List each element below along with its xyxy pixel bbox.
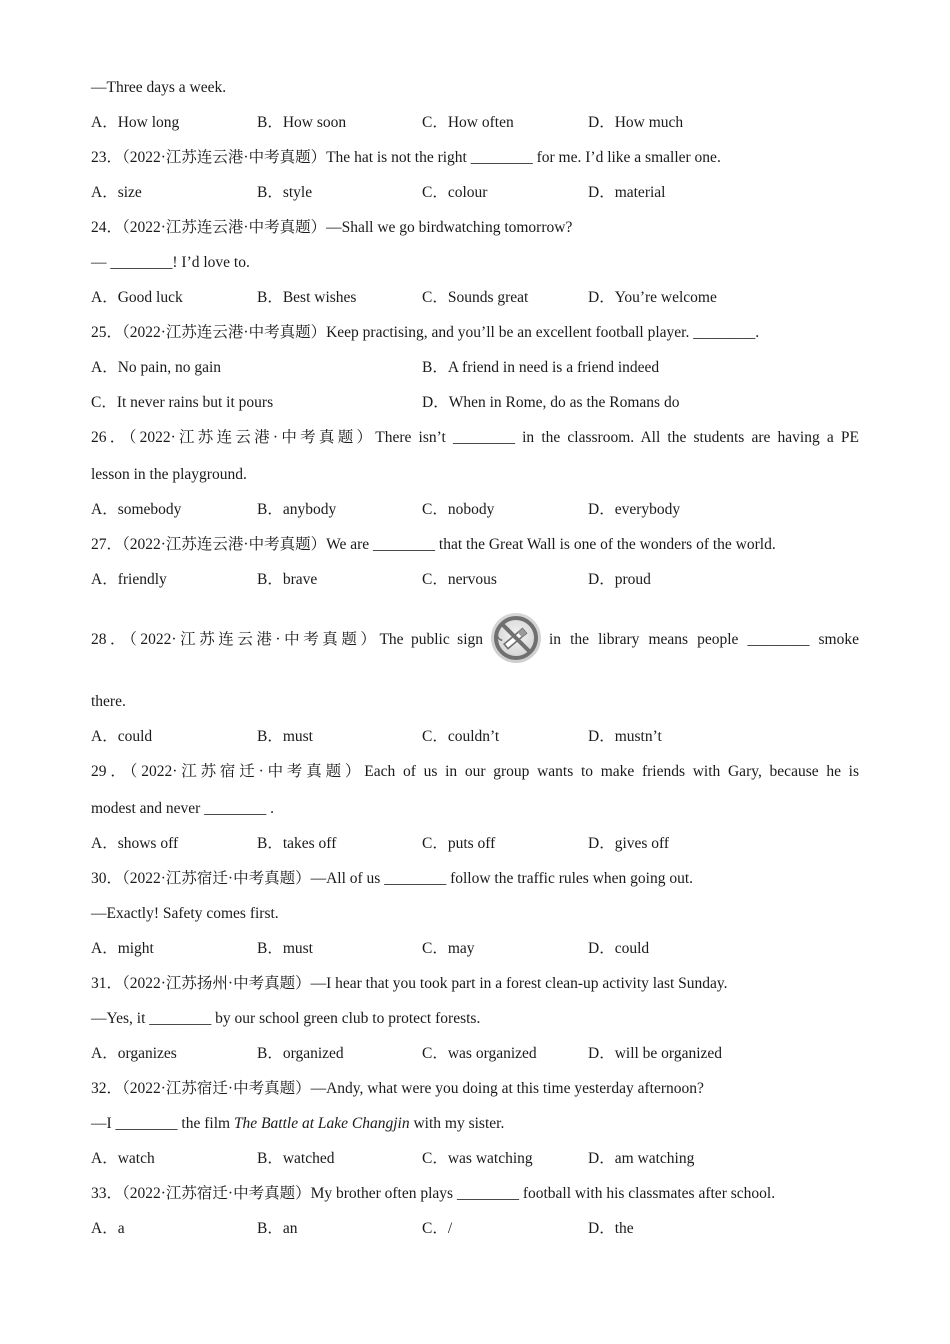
question-text: —I hear that you took part in a forest clean-up activity last Sunday. <box>310 975 728 992</box>
option-b: B．must <box>257 940 313 957</box>
option-d: D．gives off <box>588 835 670 852</box>
option-d: D．could <box>588 940 650 957</box>
option-d: D．everybody <box>588 501 681 518</box>
question-continuation: modest and never ________ . <box>91 800 274 817</box>
question-31 <box>91 974 728 994</box>
question-number: 24． <box>91 219 123 236</box>
question-text: —All of us ________ follow the traffic rules when going out. <box>310 870 694 887</box>
option-d: D．When in Rome, do as the Romans do <box>422 394 680 411</box>
question-number: 28． <box>91 631 130 648</box>
film-title: The Battle at Lake Changjin <box>233 1115 410 1132</box>
question-continuation: lesson in the playground. <box>91 466 247 483</box>
question-text: The public sign <box>379 631 483 648</box>
option-b: B．watched <box>257 1150 335 1167</box>
option-a: A．a <box>91 1220 125 1237</box>
dialogue-text: with my sister. <box>409 1115 505 1132</box>
option-a: A．size <box>91 184 142 201</box>
question-number: 32． <box>91 1080 123 1097</box>
option-a: A．friendly <box>91 571 167 588</box>
option-a: A．organizes <box>91 1045 177 1062</box>
option-b: B．A friend in need is a friend indeed <box>422 359 660 376</box>
question-text: Keep practising, and you’ll be an excellent football player. ________. <box>326 324 760 341</box>
question-29 <box>91 762 859 782</box>
question-32 <box>91 1079 704 1099</box>
question-number: 23． <box>91 149 123 166</box>
question-30 <box>91 869 693 889</box>
option-c: C．puts off <box>422 835 496 852</box>
question-number: 26． <box>91 429 129 446</box>
answer-line: —Three days a week. <box>91 79 227 96</box>
question-source: （2022·江苏宿迁·中考真题） <box>122 1185 311 1202</box>
question-text: —Andy, what were you doing at this time yesterday afternoon? <box>310 1080 704 1097</box>
question-source: （2022·江苏连云港·中考真题） <box>122 149 327 166</box>
option-a: A．shows off <box>91 835 179 852</box>
option-b: B．must <box>257 728 313 745</box>
option-d: D．the <box>588 1220 634 1237</box>
question-source: （2022·江苏宿迁·中考真题） <box>122 1080 311 1097</box>
option-a: A．might <box>91 940 154 957</box>
question-24 <box>91 218 572 238</box>
question-source: （2022·江苏宿迁·中考真题） <box>122 870 311 887</box>
question-text: There isn’t ________ in the classroom. All the students are having a PE <box>375 429 859 446</box>
question-28 <box>91 630 487 650</box>
question-text: —Shall we go birdwatching tomorrow? <box>326 219 573 236</box>
question-27 <box>91 535 776 555</box>
question-text: Each of us in our group wants to make friends with Gary, because he is <box>364 763 859 780</box>
option-d: D．mustn’t <box>588 728 662 745</box>
option-a: A．somebody <box>91 501 182 518</box>
question-source: （2022·江苏连云港·中考真题） <box>129 631 380 648</box>
dialogue-line: — ________! I’d love to. <box>91 254 250 271</box>
option-c: C．nobody <box>422 501 495 518</box>
option-c: C．How often <box>422 114 514 131</box>
question-source: （2022·江苏连云港·中考真题） <box>128 429 376 446</box>
option-b: B．an <box>257 1220 298 1237</box>
option-c: C．couldn’t <box>422 728 500 745</box>
option-c: C．Sounds great <box>422 289 529 306</box>
option-c: C．/ <box>422 1220 453 1237</box>
dialogue-text: —I ________ the film <box>91 1115 234 1132</box>
dialogue-line: —Exactly! Safety comes first. <box>91 905 279 922</box>
option-c: C．colour <box>422 184 488 201</box>
question-number: 31． <box>91 975 123 992</box>
question-text: My brother often plays ________ football with his classmates after school. <box>310 1185 776 1202</box>
question-number: 27． <box>91 536 123 553</box>
option-d: D．proud <box>588 571 651 588</box>
option-b: B．anybody <box>257 501 337 518</box>
question-number: 33． <box>91 1185 123 1202</box>
option-c: C．may <box>422 940 475 957</box>
option-b: B．Best wishes <box>257 289 357 306</box>
question-text: We are ________ that the Great Wall is one of the wonders of the world. <box>326 536 776 553</box>
question-25 <box>91 323 759 343</box>
question-continuation: there. <box>91 693 126 710</box>
option-b: B．organized <box>257 1045 344 1062</box>
option-a: A．watch <box>91 1150 155 1167</box>
question-33 <box>91 1184 775 1204</box>
option-a: A．could <box>91 728 153 745</box>
option-d: D．will be organized <box>588 1045 723 1062</box>
option-a: A．No pain, no gain <box>91 359 222 376</box>
option-c: C．was watching <box>422 1150 533 1167</box>
question-source: （2022·江苏连云港·中考真题） <box>122 324 327 341</box>
option-c: C．It never rains but it pours <box>91 394 274 411</box>
option-c: C．was organized <box>422 1045 537 1062</box>
question-23 <box>91 148 721 168</box>
option-b: B．brave <box>257 571 318 588</box>
question-source: （2022·江苏扬州·中考真题） <box>122 975 311 992</box>
question-number: 29． <box>91 763 130 780</box>
option-b: B．takes off <box>257 835 337 852</box>
option-d: D．You’re welcome <box>588 289 717 306</box>
option-c: C．nervous <box>422 571 497 588</box>
question-number: 25． <box>91 324 123 341</box>
option-a: A．How long <box>91 114 180 131</box>
question-28-continued: in the library means people ________ smoke <box>549 631 859 648</box>
question-number: 30． <box>91 870 123 887</box>
option-b: B．style <box>257 184 313 201</box>
question-source: （2022·江苏连云港·中考真题） <box>122 219 327 236</box>
option-a: A．Good luck <box>91 289 183 306</box>
option-b: B．How soon <box>257 114 347 131</box>
no-smoking-sign-icon <box>490 612 542 664</box>
option-d: D．am watching <box>588 1150 695 1167</box>
question-26 <box>91 428 859 448</box>
question-source: （2022·江苏宿迁·中考真题） <box>129 763 365 780</box>
option-d: D．material <box>588 184 666 201</box>
dialogue-line <box>91 1114 504 1134</box>
question-text: The hat is not the right ________ for me. I’d like a smaller one. <box>326 149 721 166</box>
option-d: D．How much <box>588 114 684 131</box>
question-source: （2022·江苏连云港·中考真题） <box>122 536 327 553</box>
dialogue-line: —Yes, it ________ by our school green club to protect forests. <box>91 1010 481 1027</box>
